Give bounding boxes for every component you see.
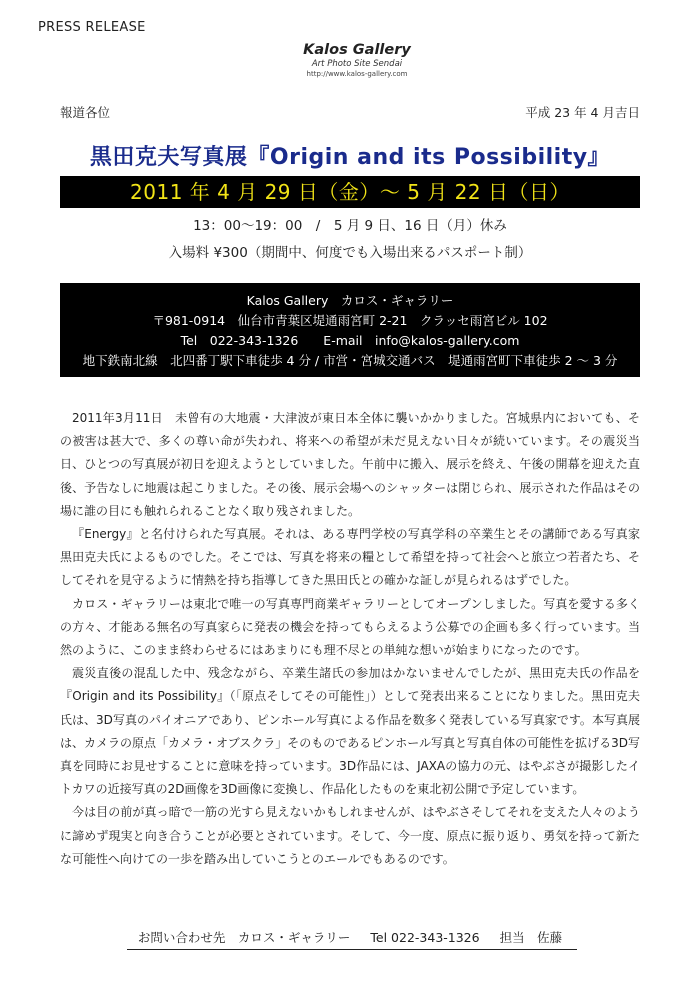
body-paragraph: 2011年3月11日 未曾有の大地震・大津波が東日本全体に襲いかかりました。宮城県内においても、その被害は甚大で、多くの尊い命が失われ、将来への希望が未だ見えない日々が続いています。その震災当日、ひとつの写真展が初日を迎えようとしていました。午前中に搬入、展示を終え、午後の開幕を迎えた直後、予告なしに地震は起こりました。その後、展示会場へのシャッターは閉じられ、展示された作品はその場に誰の目にも触れられることなく取り残されました。	[60, 411, 641, 518]
gallery-brand	[282, 42, 432, 78]
gallery-access: 地下鉄南北線 北四番丁駅下車徒歩 4 分 / 市営・宮城交通バス 堤通雨宮町下車徒歩 2 〜 3 分	[82, 353, 618, 368]
contact-line	[0, 928, 700, 946]
brand-name: Kalos Gallery	[303, 42, 411, 58]
press-release-label: PRESS RELEASE	[38, 20, 146, 35]
gallery-contact-details: Tel 022-343-1326 E-mail info@kalos-gallery.com	[180, 333, 520, 348]
gallery-address: 〒981-0914 仙台市青葉区堤通雨宮町 2-21 クラッセ雨宮ビル 102	[152, 313, 548, 328]
exhibition-period: 2011 年 4 月 29 日（金）〜 5 月 22 日（日）	[130, 180, 570, 204]
issue-date: 平成 23 年 4 月吉日	[525, 105, 640, 120]
brand-url: http://www.kalos-gallery.com	[306, 70, 408, 78]
admission-fee: 入場料 ¥300（期間中、何度でも入場出来るパスポート制）	[168, 245, 532, 261]
exhibition-title: 黒田克夫写真展『Origin and its Possibility』	[89, 145, 611, 170]
body-paragraph: 震災直後の混乱した中、残念ながら、卒業生諸氏の参加はかないませんでしたが、黒田克夫氏の作品を『Origin and its Possibility』（「原点そしてその可能性」）として発表出来ることになりました。黒田克夫氏は、3D写真のパイオニアであり、ピンホール写真による作品を数多く発表している写真家です。本写真展は、カメラの原点「カメラ・オブスクラ」そのものであるピンホール写真と写真自体の可能性を拡げる3D写真を同時にお見せすることに意味を持っています。3D作品には、JAXAの協力の元、はやぶさが撮影したイトカワの近接写真の2D画像を3D画像に変換し、作品化したものを東北初公開で予定しています。	[60, 666, 640, 797]
exhibition-period-bar	[60, 176, 640, 208]
opening-hours: 13：00〜19：00 / 5 月 9 日、16 日（月）休み	[193, 218, 507, 234]
contact-person: 担当 佐藤	[499, 930, 563, 945]
contact-label: お問い合わせ先 カロス・ギャラリー	[137, 930, 351, 945]
body-paragraph: 今は目の前が真っ暗で一筋の光すら見えないかもしれませんが、はやぶさそしてそれを支えた人々のように諦めず現実と向き合うことが必要とされています。そして、今一度、原点に振り返り、勇気を持って新たな可能性へ向けての一歩を踏み出していこうとのエールでもあるのです。	[60, 805, 640, 866]
gallery-info-box	[60, 283, 640, 377]
contact-underline	[127, 949, 577, 950]
gallery-name: Kalos Gallery カロス・ギャラリー	[246, 293, 454, 308]
press-body	[60, 407, 640, 871]
contact-tel: Tel 022-343-1326	[370, 930, 480, 945]
brand-subtitle: Art Photo Site Sendai	[311, 59, 403, 69]
body-paragraph: カロス・ギャラリーは東北で唯一の写真専門商業ギャラリーとしてオープンしました。写真を愛する多くの方々、才能ある無名の写真家らに発表の機会を持ってもらえるよう公募での企画も多く行っています。当然のように、このまま終わらせるにはあまりにも理不尽との単純な想いが始まりになったのです。	[60, 596, 640, 658]
addressee: 報道各位	[60, 105, 111, 120]
body-paragraph: 『Energy』と名付けられた写真展。それは、ある専門学校の写真学科の卒業生とその講師である写真家黒田克夫氏によるものでした。そこでは、写真を将来の糧として希望を持って社会へと旅立つ若者たち、そしてそれを見守るように情熱を持ち指導してきた黒田氏との確かな証しが見られるはずでした。	[60, 527, 640, 588]
